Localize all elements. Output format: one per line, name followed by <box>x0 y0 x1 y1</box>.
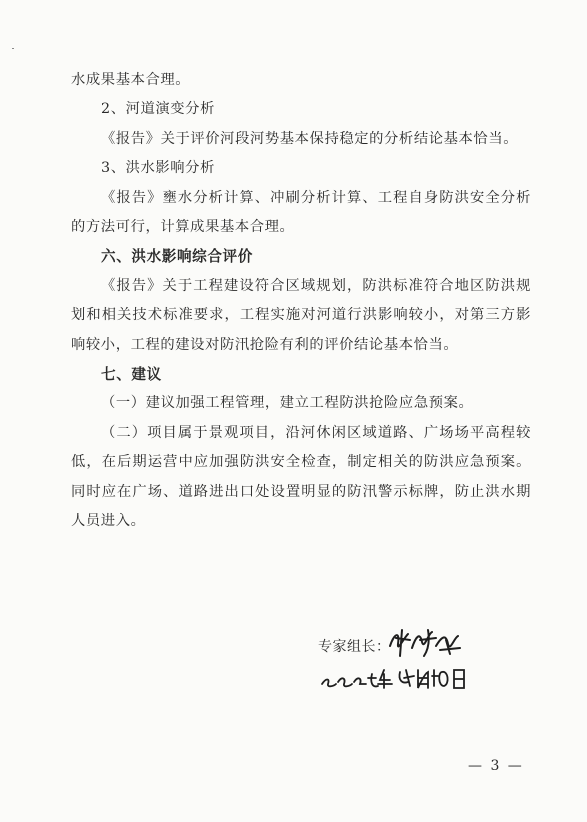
document-body <box>71 66 531 537</box>
handwritten-signature <box>384 624 464 660</box>
page-number: — 3 — <box>468 758 524 774</box>
paragraph-river-evolution: 《报告》关于评价河段河势基本保持稳定的分析结论基本恰当。 <box>101 130 519 147</box>
suggestion-item-2: （二）项目属于景观项目，沿河休闲区域道路、广场场平高程较低，在后期运营中应加强防洪安全检查，制定相关的防洪应急预案。同时应在广场、道路进出口处设置明显的防汛警示标牌，防止洪水期人员进入。 <box>71 424 531 530</box>
paragraph-continuation: 水成果基本合理。 <box>71 72 191 88</box>
subheading-river-evolution: 2、河道演变分析 <box>101 101 215 118</box>
subheading-flood-impact: 3、洪水影响分析 <box>101 160 215 177</box>
section-heading-suggestions: 七、建议 <box>101 366 162 384</box>
handwritten-date <box>318 664 468 692</box>
paragraph-comprehensive-evaluation: 《报告》关于工程建设符合区域规划，防洪标准符合地区防洪规划和相关技术标准要求，工程实施对河道行洪影响较小，对第三方影响较小，工程的建设对防汛抢险有利的评价结论基本恰当。 <box>71 277 531 353</box>
section-heading-comprehensive-evaluation: 六、洪水影响综合评价 <box>101 248 253 266</box>
paragraph-flood-impact: 《报告》壅水分析计算、冲刷分析计算、工程自身防洪安全分析的方法可行，计算成果基本合理。 <box>71 189 531 236</box>
signature-label: 专家组长： <box>318 639 391 655</box>
scan-speck <box>12 48 14 49</box>
suggestion-item-1: （一）建议加强工程管理，建立工程防洪抢险应急预案。 <box>101 395 474 412</box>
